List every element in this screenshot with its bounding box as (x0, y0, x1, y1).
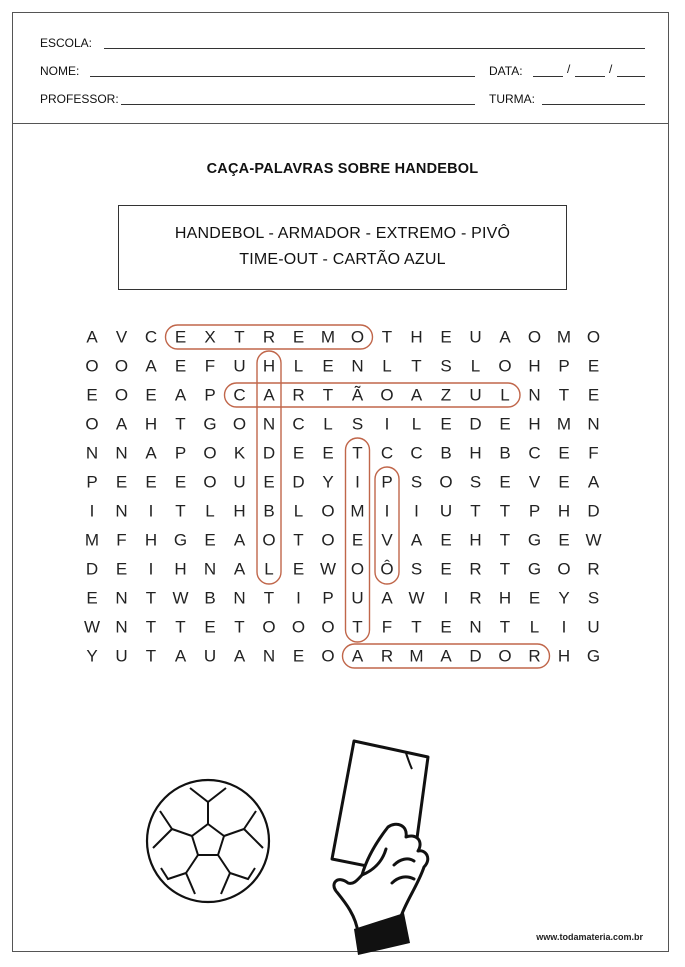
grid-letter[interactable]: F (588, 443, 599, 463)
grid-letter[interactable]: N (233, 588, 246, 608)
word-list-line-1: HANDEBOL - ARMADOR - EXTREMO - PIVÔ (174, 225, 511, 242)
grid-letter[interactable]: H (144, 414, 158, 434)
grid-letter[interactable]: E (86, 385, 98, 405)
grid-letter[interactable]: O (232, 414, 247, 434)
grid-letter[interactable]: R (587, 559, 600, 579)
grid-letter[interactable]: A (381, 588, 393, 608)
grid-letter[interactable]: E (204, 530, 216, 550)
name-label: NOME: (40, 64, 80, 78)
grid-letter[interactable]: L (529, 617, 540, 637)
grid-letter[interactable]: E (440, 559, 452, 579)
grid-letter[interactable]: O (321, 501, 335, 521)
grid-letter[interactable]: I (296, 588, 301, 608)
grid-letter[interactable]: C (292, 414, 305, 434)
grid-letter[interactable]: T (234, 327, 245, 347)
grid-letter[interactable]: E (86, 588, 98, 608)
grid-letter[interactable]: N (115, 501, 128, 521)
grid-letter[interactable]: O (350, 327, 365, 347)
grid-letter[interactable]: O (557, 559, 571, 579)
grid-letter[interactable]: O (203, 472, 217, 492)
grid-letter[interactable]: L (264, 559, 274, 579)
grid-letter[interactable]: G (586, 646, 601, 666)
grid-letter[interactable]: P (558, 356, 570, 376)
grid-letter[interactable]: A (233, 530, 246, 550)
grid-letter[interactable]: M (556, 327, 572, 347)
grid-letter[interactable]: E (115, 559, 128, 579)
grid-letter[interactable]: P (322, 588, 334, 608)
grid-letter[interactable]: U (469, 327, 482, 347)
grid-letter[interactable]: H (144, 530, 158, 550)
grid-letter[interactable]: R (380, 646, 394, 666)
grid-letter[interactable]: E (263, 472, 275, 492)
grid-letter[interactable]: T (352, 617, 363, 637)
grid-letter[interactable]: G (527, 559, 542, 579)
grid-letter[interactable]: H (174, 559, 187, 579)
grid-letter[interactable]: O (85, 356, 99, 376)
grid-letter[interactable]: S (587, 588, 600, 608)
grid-letter[interactable]: Y (322, 472, 334, 492)
grid-letter[interactable]: O (203, 443, 217, 463)
grid-letter[interactable]: N (262, 414, 276, 434)
grid-letter[interactable]: F (381, 617, 393, 637)
grid-letter[interactable]: D (85, 559, 99, 579)
grid-letter[interactable]: N (351, 356, 364, 376)
grid-letter[interactable]: Ã (351, 385, 364, 405)
grid-letter[interactable]: A (86, 327, 98, 347)
grid-letter[interactable]: U (233, 356, 246, 376)
grid-letter[interactable]: T (352, 443, 363, 463)
grid-letter[interactable]: O (350, 559, 365, 579)
grid-letter[interactable]: O (114, 385, 129, 405)
grid-letter[interactable]: C (410, 443, 423, 463)
grid-letter[interactable]: R (469, 559, 482, 579)
grid-letter[interactable]: L (470, 356, 481, 376)
grid-letter[interactable]: I (414, 501, 419, 521)
grid-letter[interactable]: R (262, 327, 276, 347)
grid-letter[interactable]: N (85, 443, 99, 463)
grid-letter[interactable]: H (233, 501, 246, 521)
grid-letter[interactable]: E (174, 327, 187, 347)
grid-letter[interactable]: H (528, 356, 541, 376)
grid-letter[interactable]: N (528, 385, 541, 405)
grid-letter[interactable]: O (321, 646, 335, 666)
grid-letter[interactable]: T (175, 414, 186, 434)
grid-letter[interactable]: P (204, 385, 216, 405)
grid-letter[interactable]: O (498, 646, 512, 666)
grid-letter[interactable]: H (469, 443, 482, 463)
grid-letter[interactable]: W (585, 530, 602, 550)
grid-letter[interactable]: L (382, 356, 392, 376)
grid-letter[interactable]: T (145, 588, 157, 608)
grid-letter[interactable]: S (410, 472, 423, 492)
handball-icon (143, 776, 273, 906)
grid-letter[interactable]: T (322, 385, 334, 405)
grid-letter[interactable]: O (321, 617, 335, 637)
grid-letter[interactable]: G (203, 414, 217, 434)
referee-card-icon (326, 733, 436, 955)
grid-letter[interactable]: O (380, 385, 394, 405)
grid-letter[interactable]: H (557, 501, 571, 521)
grid-letter[interactable]: D (469, 414, 482, 434)
grid-letter[interactable]: G (527, 530, 542, 550)
grid-letter[interactable]: L (323, 414, 333, 434)
class-label: TURMA: (489, 92, 535, 106)
grid-letter[interactable]: E (204, 617, 216, 637)
grid-letter[interactable]: M (320, 327, 336, 347)
grid-letter[interactable]: U (587, 617, 600, 637)
grid-letter[interactable]: E (499, 414, 511, 434)
grid-letter[interactable]: M (84, 530, 100, 550)
grid-letter[interactable]: E (322, 356, 334, 376)
teacher-label: PROFESSOR: (40, 92, 119, 106)
grid-letter[interactable]: A (440, 646, 452, 666)
grid-letter[interactable]: E (558, 443, 570, 463)
grid-letter[interactable]: U (203, 646, 217, 666)
grid-letter[interactable]: R (528, 646, 541, 666)
grid-letter[interactable]: Y (558, 588, 570, 608)
grid-letter[interactable]: A (410, 385, 423, 405)
grid-letter[interactable]: C (233, 385, 246, 405)
grid-letter[interactable]: E (322, 443, 334, 463)
grid-letter[interactable]: O (586, 327, 601, 347)
grid-letter[interactable]: W (172, 588, 189, 608)
grid-letter[interactable]: T (381, 327, 393, 347)
grid-letter[interactable]: E (440, 617, 452, 637)
grid-letter[interactable]: E (528, 588, 541, 608)
grid-letter[interactable]: B (440, 443, 452, 463)
grid-letter[interactable]: C (144, 327, 158, 347)
grid-letter[interactable]: O (291, 617, 306, 637)
grid-letter[interactable]: T (499, 559, 511, 579)
word-list-line-2: TIME-OUT - CARTÃO AZUL (239, 251, 446, 268)
grid-letter[interactable]: O (85, 414, 99, 434)
grid-letter[interactable]: D (469, 646, 482, 666)
grid-letter[interactable]: I (148, 559, 154, 579)
grid-letter[interactable]: L (205, 501, 215, 521)
grid-letter[interactable]: T (175, 501, 186, 521)
grid-letter[interactable]: T (499, 617, 511, 637)
grid-letter[interactable]: T (145, 646, 157, 666)
grid-letter[interactable]: C (528, 443, 541, 463)
grid-letter[interactable]: U (233, 472, 246, 492)
grid-letter[interactable]: L (411, 414, 422, 434)
grid-letter[interactable]: A (410, 530, 423, 550)
grid-letter[interactable]: U (439, 501, 453, 521)
grid-letter[interactable]: T (411, 617, 422, 637)
grid-letter[interactable]: E (174, 472, 187, 492)
grid-letter[interactable]: A (115, 414, 128, 434)
grid-letter[interactable]: E (558, 530, 570, 550)
grid-letter[interactable]: G (173, 530, 188, 550)
grid-letter[interactable]: O (262, 617, 276, 637)
grid-letter[interactable]: H (410, 327, 423, 347)
grid-letter[interactable]: R (469, 588, 482, 608)
grid-letter[interactable]: W (408, 588, 425, 608)
grid-letter[interactable]: E (499, 472, 511, 492)
grid-letter[interactable]: V (528, 472, 541, 492)
school-label: ESCOLA: (40, 36, 93, 50)
grid-letter[interactable]: E (292, 559, 305, 579)
grid-letter[interactable]: N (115, 617, 128, 637)
grid-letter[interactable]: M (556, 414, 572, 434)
grid-letter[interactable]: L (293, 501, 304, 521)
grid-letter[interactable]: O (527, 327, 542, 347)
grid-letter[interactable]: P (381, 472, 393, 492)
grid-letter[interactable]: B (499, 443, 511, 463)
grid-letter[interactable]: T (499, 530, 511, 550)
grid-letter[interactable]: N (203, 559, 217, 579)
grid-letter[interactable]: E (351, 530, 364, 550)
grid-letter[interactable]: D (292, 472, 305, 492)
grid-letter[interactable]: T (558, 385, 570, 405)
grid-letter[interactable]: E (292, 646, 305, 666)
grid-letter[interactable]: E (115, 472, 128, 492)
grid-letter[interactable]: E (440, 530, 452, 550)
grid-letter[interactable]: N (469, 617, 482, 637)
grid-letter[interactable]: T (499, 501, 511, 521)
grid-letter[interactable]: E (440, 414, 452, 434)
grid-letter[interactable]: I (148, 501, 154, 521)
grid-letter[interactable]: H (557, 646, 571, 666)
page-title: CAÇA-PALAVRAS SOBRE HANDEBOL (206, 161, 479, 177)
grid-letter[interactable]: E (587, 356, 600, 376)
grid-letter[interactable]: U (351, 588, 364, 608)
grid-letter[interactable]: H (262, 356, 276, 376)
grid-letter[interactable]: S (469, 472, 482, 492)
grid-letter[interactable]: T (411, 356, 422, 376)
grid-letter[interactable]: H (528, 414, 541, 434)
grid-letter[interactable]: V (115, 327, 128, 347)
grid-letter[interactable]: E (558, 472, 570, 492)
grid-letter[interactable]: E (145, 472, 157, 492)
grid-letter[interactable]: B (204, 588, 216, 608)
grid-letter[interactable]: E (587, 385, 600, 405)
grid-letter[interactable]: O (321, 530, 335, 550)
grid-letter[interactable]: Z (440, 385, 452, 405)
grid-letter[interactable]: A (499, 327, 511, 347)
grid-letter[interactable]: W (319, 559, 337, 579)
grid-letter[interactable]: B (263, 501, 275, 521)
grid-letter[interactable]: T (293, 530, 304, 550)
date-separator: / (609, 62, 613, 76)
grid-letter[interactable]: A (263, 385, 275, 405)
grid-letter[interactable]: N (262, 646, 276, 666)
grid-letter[interactable]: R (292, 385, 305, 405)
grid-letter[interactable]: M (350, 501, 365, 521)
grid-letter[interactable]: T (470, 501, 481, 521)
grid-letter[interactable]: X (204, 327, 216, 347)
grid-letter[interactable]: E (145, 385, 157, 405)
grid-letter[interactable]: I (89, 501, 95, 521)
grid-letter[interactable]: A (174, 646, 187, 666)
grid-letter[interactable]: H (469, 530, 482, 550)
grid-letter[interactable]: U (469, 385, 482, 405)
grid-letter[interactable]: I (355, 472, 360, 492)
grid-letter[interactable]: D (587, 501, 600, 521)
grid-letter[interactable]: L (500, 385, 510, 405)
grid-letter[interactable]: T (145, 617, 157, 637)
grid-letter[interactable]: I (561, 617, 567, 637)
grid-letter[interactable]: I (443, 588, 449, 608)
date-label: DATA: (489, 64, 523, 78)
grid-letter[interactable]: P (86, 472, 98, 492)
grid-letter[interactable]: T (234, 617, 245, 637)
grid-letter[interactable]: O (439, 472, 453, 492)
grid-letter[interactable]: T (175, 617, 186, 637)
grid-letter[interactable]: P (174, 443, 187, 463)
grid-letter[interactable]: F (116, 530, 127, 550)
grid-letter[interactable]: E (174, 356, 187, 376)
grid-letter[interactable]: T (263, 588, 275, 608)
grid-letter[interactable]: N (115, 443, 128, 463)
grid-letter[interactable]: C (380, 443, 394, 463)
grid-letter[interactable]: L (293, 356, 304, 376)
footer-url: www.todamateria.com.br (536, 932, 643, 942)
grid-letter[interactable]: W (83, 617, 101, 637)
grid-letter[interactable]: Ô (380, 559, 394, 579)
grid-letter[interactable]: S (410, 559, 423, 579)
grid-letter[interactable]: E (440, 327, 452, 347)
grid-letter[interactable]: U (115, 646, 128, 666)
grid-letter[interactable]: S (351, 414, 364, 434)
grid-letter[interactable]: O (262, 530, 276, 550)
grid-letter[interactable]: A (145, 443, 157, 463)
grid-letter[interactable]: O (498, 356, 512, 376)
grid-letter[interactable]: K (233, 443, 246, 463)
grid-letter[interactable]: A (233, 559, 246, 579)
grid-letter[interactable]: A (174, 385, 187, 405)
grid-letter[interactable]: A (233, 646, 246, 666)
grid-letter[interactable]: F (204, 356, 216, 376)
grid-letter[interactable]: Y (86, 646, 98, 666)
grid-letter[interactable]: V (381, 530, 393, 550)
date-separator: / (567, 62, 571, 76)
grid-letter[interactable]: M (409, 646, 424, 666)
grid-letter[interactable]: N (115, 588, 128, 608)
grid-letter[interactable]: I (384, 414, 390, 434)
grid-letter[interactable]: A (145, 356, 157, 376)
grid-letter[interactable]: D (262, 443, 276, 463)
grid-letter[interactable]: E (292, 443, 305, 463)
grid-letter[interactable]: A (351, 646, 364, 666)
grid-letter[interactable]: N (587, 414, 600, 434)
grid-letter[interactable]: O (114, 356, 129, 376)
grid-letter[interactable]: I (384, 501, 390, 521)
grid-letter[interactable]: P (528, 501, 541, 521)
grid-letter[interactable]: S (440, 356, 452, 376)
grid-letter[interactable]: H (498, 588, 512, 608)
grid-letter[interactable]: E (292, 327, 305, 347)
grid-letter[interactable]: A (587, 472, 600, 492)
